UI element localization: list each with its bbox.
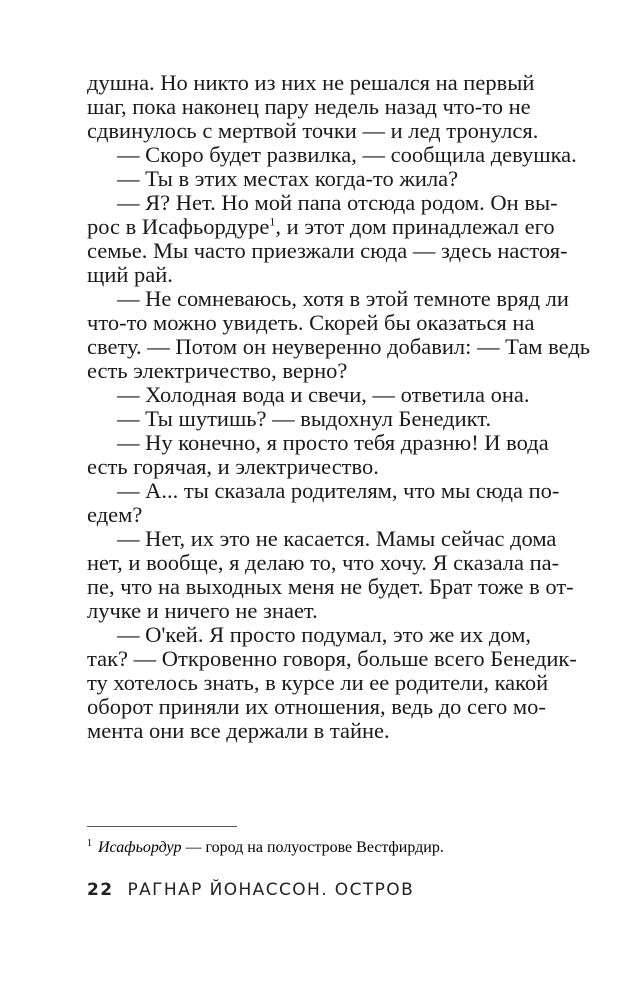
text-line: — Я? Нет. Но мой папа отсюда родом. Он вы- <box>117 190 558 215</box>
text-line: — Ты в этих местах когда-то жила? <box>117 166 459 191</box>
text-line: — Нет, их это не касается. Мамы сейчас дома <box>117 526 557 551</box>
text-line: щий рай. <box>87 262 173 287</box>
text-line: ту хотелось знать, в курсе ли ее родители, какой <box>87 670 549 695</box>
text-line: — О'кей. Я просто подумал, это же их дом, <box>117 622 531 647</box>
running-title: РАГНАР ЙОНАССОН. ОСТРОВ <box>127 880 415 900</box>
text-line: мента они все держали в тайне. <box>87 718 390 743</box>
text-line: оборот приняли их отношения, ведь до сего мо- <box>87 694 546 719</box>
text-fragment: в Исафьордуре <box>125 214 270 239</box>
text-fragment: рос <box>87 214 121 239</box>
page-number: 22 <box>87 880 114 900</box>
page-footer <box>87 880 414 900</box>
text-line: сдвинулось с мертвой точки — и лед тронулся. <box>87 118 539 143</box>
text-line: — Не сомневаюсь, хотя в этой темноте вряд ли <box>117 286 569 311</box>
text-fragment: , и этот дом принадлежал его <box>275 214 555 239</box>
text-line: шаг, пока наконец пару недель назад что-то не <box>87 94 531 119</box>
footnote <box>87 838 557 858</box>
text-line: свету. — Потом он неуверенно добавил: — Там ведь <box>87 334 591 359</box>
text-line: — Скоро будет развилка, — сообщила девушка. <box>117 142 577 167</box>
text-line: нет, и вообще, я делаю то, что хочу. Я сказала па- <box>87 550 560 575</box>
footnote-divider <box>87 826 237 827</box>
text-line: — А... ты сказала родителям, что мы сюда по- <box>117 478 560 503</box>
text-line: — Холодная вода и свечи, — ответила она. <box>117 382 530 407</box>
text-line: так? — Откровенно говоря, больше всего Бенедик- <box>87 646 577 671</box>
text-line: что-то можно увидеть. Скорей бы оказаться на <box>87 310 535 335</box>
footnote-text: — город на полуострове Вестфирдир. <box>181 839 444 856</box>
text-line: душна. Но никто из них не решался на первый <box>87 70 535 95</box>
text-line: семье. Мы часто приезжали сюда — здесь настоя- <box>87 238 568 263</box>
text-line: пе, что на выходных меня не будет. Брат тоже в от- <box>87 574 574 599</box>
footnote-mark: 1 <box>87 837 92 849</box>
footnote-term: Исафьордур <box>98 839 182 856</box>
text-line: — Ну конечно, я просто тебя дразню! И вода <box>117 430 549 455</box>
footnote-reference: 1 <box>269 214 276 229</box>
text-line: едем? <box>87 502 143 527</box>
text-line: — Ты шутишь? — выдохнул Бенедикт. <box>117 406 492 431</box>
text-line: есть горячая, и электричество. <box>87 454 379 479</box>
text-line: лучке и ничего не знает. <box>87 598 318 623</box>
text-line: есть электричество, верно? <box>87 358 348 383</box>
